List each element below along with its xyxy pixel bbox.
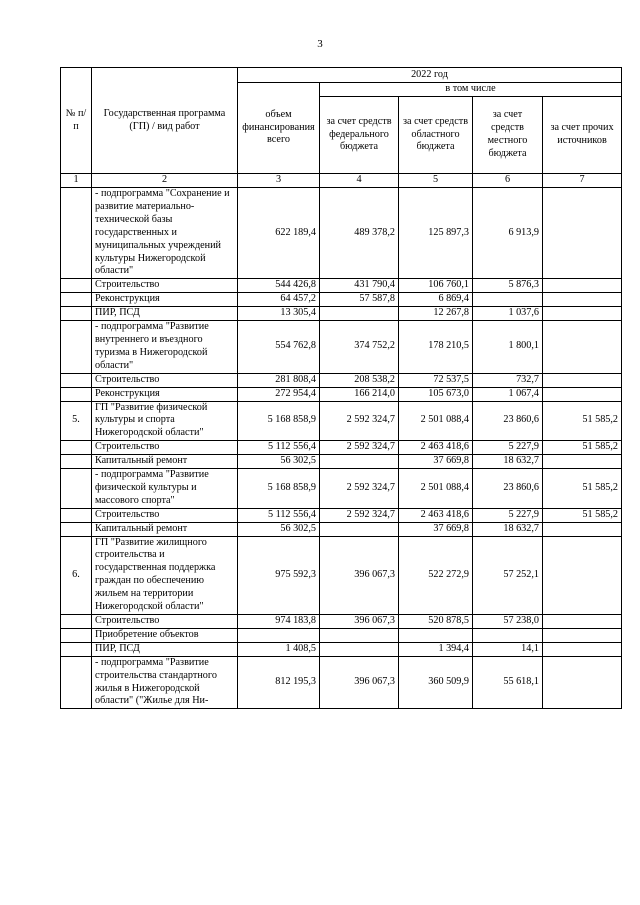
cell-regional: 6 869,4 (399, 293, 473, 307)
row-name: ПИР, ПСД (92, 642, 238, 656)
row-number (61, 188, 92, 279)
cell-total: 554 762,8 (238, 321, 320, 374)
cell-federal: 374 752,2 (320, 321, 399, 374)
cell-total: 975 592,3 (238, 536, 320, 614)
cell-local: 1 067,4 (473, 387, 543, 401)
table-row (61, 401, 622, 441)
header-year: 2022 год (238, 68, 622, 83)
cell-regional: 1 394,4 (399, 642, 473, 656)
cell-federal (320, 307, 399, 321)
index-cell: 1 (61, 174, 92, 188)
cell-local: 14,1 (473, 642, 543, 656)
row-number (61, 469, 92, 509)
cell-regional: 12 267,8 (399, 307, 473, 321)
cell-federal (320, 522, 399, 536)
cell-other (543, 387, 622, 401)
cell-federal (320, 455, 399, 469)
cell-federal: 208 538,2 (320, 373, 399, 387)
cell-local (473, 293, 543, 307)
cell-regional: 106 760,1 (399, 279, 473, 293)
cell-local: 18 632,7 (473, 522, 543, 536)
financing-table (60, 67, 622, 709)
row-number (61, 293, 92, 307)
table-row (61, 373, 622, 387)
cell-regional: 2 463 418,6 (399, 441, 473, 455)
row-name: Строительство (92, 508, 238, 522)
header-total: объем финансирования всего (238, 83, 320, 174)
cell-other (543, 642, 622, 656)
cell-other (543, 188, 622, 279)
header-including: в том числе (320, 83, 622, 97)
cell-other (543, 536, 622, 614)
cell-total: 272 954,4 (238, 387, 320, 401)
row-name: Приобретение объектов (92, 628, 238, 642)
row-name: Реконструкция (92, 387, 238, 401)
cell-total: 64 457,2 (238, 293, 320, 307)
row-name: Строительство (92, 279, 238, 293)
cell-local: 57 238,0 (473, 615, 543, 629)
cell-federal (320, 628, 399, 642)
cell-other (543, 279, 622, 293)
cell-federal: 166 214,0 (320, 387, 399, 401)
row-number (61, 387, 92, 401)
table-row (61, 536, 622, 614)
cell-federal: 431 790,4 (320, 279, 399, 293)
row-name: Реконструкция (92, 293, 238, 307)
cell-other: 51 585,2 (543, 469, 622, 509)
cell-federal: 396 067,3 (320, 615, 399, 629)
cell-regional: 360 509,9 (399, 656, 473, 709)
header-no: № п/п (61, 68, 92, 174)
cell-local: 1 800,1 (473, 321, 543, 374)
row-name: Капитальный ремонт (92, 522, 238, 536)
cell-federal: 2 592 324,7 (320, 508, 399, 522)
row-number (61, 615, 92, 629)
cell-federal: 396 067,3 (320, 656, 399, 709)
row-name: ПИР, ПСД (92, 307, 238, 321)
cell-local: 1 037,6 (473, 307, 543, 321)
cell-local (473, 628, 543, 642)
header-regional: за счет средств областного бюджета (399, 97, 473, 174)
cell-other (543, 656, 622, 709)
cell-local: 57 252,1 (473, 536, 543, 614)
index-cell: 4 (320, 174, 399, 188)
cell-federal: 2 592 324,7 (320, 441, 399, 455)
cell-regional: 37 669,8 (399, 522, 473, 536)
cell-other (543, 615, 622, 629)
cell-local: 5 876,3 (473, 279, 543, 293)
cell-regional: 72 537,5 (399, 373, 473, 387)
cell-other (543, 307, 622, 321)
cell-total: 13 305,4 (238, 307, 320, 321)
cell-total: 974 183,8 (238, 615, 320, 629)
cell-local: 5 227,9 (473, 441, 543, 455)
row-number (61, 279, 92, 293)
cell-federal: 2 592 324,7 (320, 469, 399, 509)
row-name: Строительство (92, 373, 238, 387)
cell-total: 56 302,5 (238, 522, 320, 536)
row-name: - подпрограмма "Развитие физической культуры и массового спорта" (92, 469, 238, 509)
table-row (61, 441, 622, 455)
cell-total: 56 302,5 (238, 455, 320, 469)
row-name: Строительство (92, 441, 238, 455)
row-number (61, 628, 92, 642)
row-name: - подпрограмма "Сохранение и развитие материально-технической базы государственных и муниципальных учреждений культуры Нижегородской области" (92, 188, 238, 279)
table-row (61, 307, 622, 321)
table-row (61, 387, 622, 401)
cell-other: 51 585,2 (543, 508, 622, 522)
cell-local: 18 632,7 (473, 455, 543, 469)
cell-regional: 37 669,8 (399, 455, 473, 469)
index-cell: 3 (238, 174, 320, 188)
index-cell: 7 (543, 174, 622, 188)
cell-regional: 2 463 418,6 (399, 508, 473, 522)
row-name: ГП "Развитие физической культуры и спорта Нижегородской области" (92, 401, 238, 441)
row-number (61, 321, 92, 374)
cell-regional: 178 210,5 (399, 321, 473, 374)
row-number (61, 307, 92, 321)
table-row (61, 279, 622, 293)
table-row (61, 455, 622, 469)
index-cell: 5 (399, 174, 473, 188)
cell-local: 5 227,9 (473, 508, 543, 522)
row-number (61, 642, 92, 656)
cell-total: 281 808,4 (238, 373, 320, 387)
cell-local: 23 860,6 (473, 401, 543, 441)
cell-regional: 2 501 088,4 (399, 401, 473, 441)
cell-total: 812 195,3 (238, 656, 320, 709)
cell-federal: 57 587,8 (320, 293, 399, 307)
cell-regional: 2 501 088,4 (399, 469, 473, 509)
cell-federal (320, 642, 399, 656)
cell-total: 5 112 556,4 (238, 441, 320, 455)
cell-total: 5 112 556,4 (238, 508, 320, 522)
cell-other (543, 293, 622, 307)
row-number: 6. (61, 536, 92, 614)
cell-other (543, 455, 622, 469)
row-number (61, 441, 92, 455)
table-row (61, 615, 622, 629)
cell-regional (399, 628, 473, 642)
row-name: - подпрограмма "Развитие строительства стандартного жилья в Нижегородской области" ("Жилье для Ни- (92, 656, 238, 709)
cell-federal: 489 378,2 (320, 188, 399, 279)
index-row (61, 174, 622, 188)
table-row (61, 642, 622, 656)
cell-other: 51 585,2 (543, 401, 622, 441)
table-row (61, 628, 622, 642)
cell-other (543, 628, 622, 642)
cell-regional: 522 272,9 (399, 536, 473, 614)
cell-federal: 2 592 324,7 (320, 401, 399, 441)
table-row (61, 522, 622, 536)
row-name: - подпрограмма "Развитие внутреннего и въездного туризма в Нижегородской области" (92, 321, 238, 374)
index-cell: 6 (473, 174, 543, 188)
cell-total: 544 426,8 (238, 279, 320, 293)
cell-regional: 105 673,0 (399, 387, 473, 401)
cell-local: 732,7 (473, 373, 543, 387)
row-number (61, 508, 92, 522)
table-row (61, 508, 622, 522)
row-name: Капитальный ремонт (92, 455, 238, 469)
cell-local: 6 913,9 (473, 188, 543, 279)
table-row (61, 656, 622, 709)
cell-other (543, 522, 622, 536)
cell-total: 5 168 858,9 (238, 469, 320, 509)
table-row (61, 469, 622, 509)
row-number (61, 455, 92, 469)
header-program: Государственная программа (ГП) / вид работ (92, 68, 238, 174)
cell-total (238, 628, 320, 642)
table-row (61, 188, 622, 279)
cell-federal: 396 067,3 (320, 536, 399, 614)
header-federal: за счет средств федерального бюджета (320, 97, 399, 174)
cell-local: 55 618,1 (473, 656, 543, 709)
row-number (61, 656, 92, 709)
cell-regional: 125 897,3 (399, 188, 473, 279)
cell-regional: 520 878,5 (399, 615, 473, 629)
row-name: ГП "Развитие жилищного строительства и государственная поддержка граждан по обеспечению жильем на территории Нижегородской области" (92, 536, 238, 614)
cell-local: 23 860,6 (473, 469, 543, 509)
table-row (61, 321, 622, 374)
header-other: за счет прочих источников (543, 97, 622, 174)
index-cell: 2 (92, 174, 238, 188)
header-local: за счет средств местного бюджета (473, 97, 543, 174)
cell-total: 1 408,5 (238, 642, 320, 656)
cell-total: 5 168 858,9 (238, 401, 320, 441)
page-number: 3 (317, 38, 323, 50)
row-name: Строительство (92, 615, 238, 629)
cell-other (543, 373, 622, 387)
row-number: 5. (61, 401, 92, 441)
table-row (61, 293, 622, 307)
cell-other (543, 321, 622, 374)
cell-total: 622 189,4 (238, 188, 320, 279)
cell-other: 51 585,2 (543, 441, 622, 455)
row-number (61, 522, 92, 536)
row-number (61, 373, 92, 387)
